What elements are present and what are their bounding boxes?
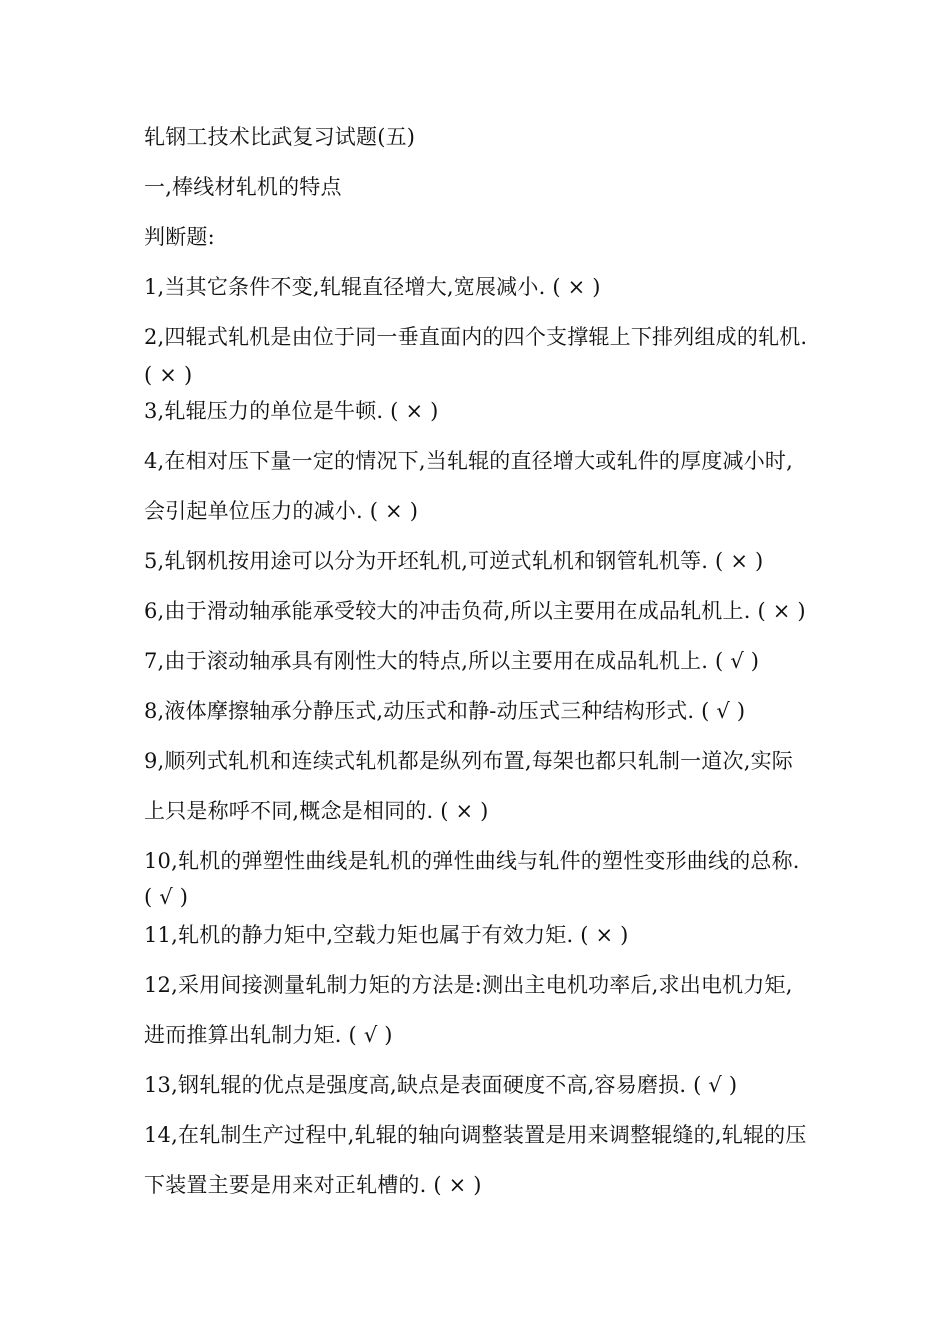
question-5: 5,轧钢机按用途可以分为开坯轧机,可逆式轧机和钢管轧机等. ( × ) (144, 549, 764, 573)
question-4: 4,在相对压下量一定的情况下,当轧辊的直径增大或轧件的厚度减小时, (144, 449, 793, 473)
question-14: 14,在轧制生产过程中,轧辊的轴向调整装置是用来调整辊缝的,轧辊的压 (144, 1123, 807, 1147)
question-10: 10,轧机的弹塑性曲线是轧机的弹性曲线与轧件的塑性变形曲线的总称. (144, 849, 800, 873)
question-13: 13,钢轧辊的优点是强度高,缺点是表面硬度不高,容易磨损. ( √ ) (144, 1073, 738, 1097)
question-2: 2,四辊式轧机是由位于同一垂直面内的四个支撑辊上下排列组成的轧机. (144, 325, 808, 349)
question-10-answer: ( √ ) (144, 885, 189, 909)
question-2-answer: ( × ) (144, 363, 193, 387)
question-11: 11,轧机的静力矩中,空载力矩也属于有效力矩. ( × ) (144, 923, 629, 947)
question-type-label: 判断题: (144, 225, 215, 249)
question-9: 9,顺列式轧机和连续式轧机都是纵列布置,每架也都只轧制一道次,实际 (144, 749, 793, 773)
question-1: 1,当其它条件不变,轧辊直径增大,宽展减小. ( × ) (144, 275, 601, 299)
question-3: 3,轧辊压力的单位是牛顿. ( × ) (144, 399, 439, 423)
question-14-continued: 下装置主要是用来对正轧槽的. ( × ) (144, 1173, 482, 1197)
question-9-continued: 上只是称呼不同,概念是相同的. ( × ) (144, 799, 489, 823)
question-12-continued: 进而推算出轧制力矩. ( √ ) (144, 1023, 393, 1047)
question-4-continued: 会引起单位压力的减小. ( × ) (144, 499, 419, 523)
question-7: 7,由于滚动轴承具有刚性大的特点,所以主要用在成品轧机上. ( √ ) (144, 649, 760, 673)
question-12: 12,采用间接测量轧制力矩的方法是:测出主电机功率后,求出电机力矩, (144, 973, 793, 997)
question-6: 6,由于滑动轴承能承受较大的冲击负荷,所以主要用在成品轧机上. ( × ) (144, 599, 806, 623)
document-title: 轧钢工技术比武复习试题(五) (144, 125, 416, 149)
section-heading: 一,棒线材轧机的特点 (144, 175, 342, 199)
question-8: 8,液体摩擦轴承分静压式,动压式和静-动压式三种结构形式. ( √ ) (144, 699, 746, 723)
